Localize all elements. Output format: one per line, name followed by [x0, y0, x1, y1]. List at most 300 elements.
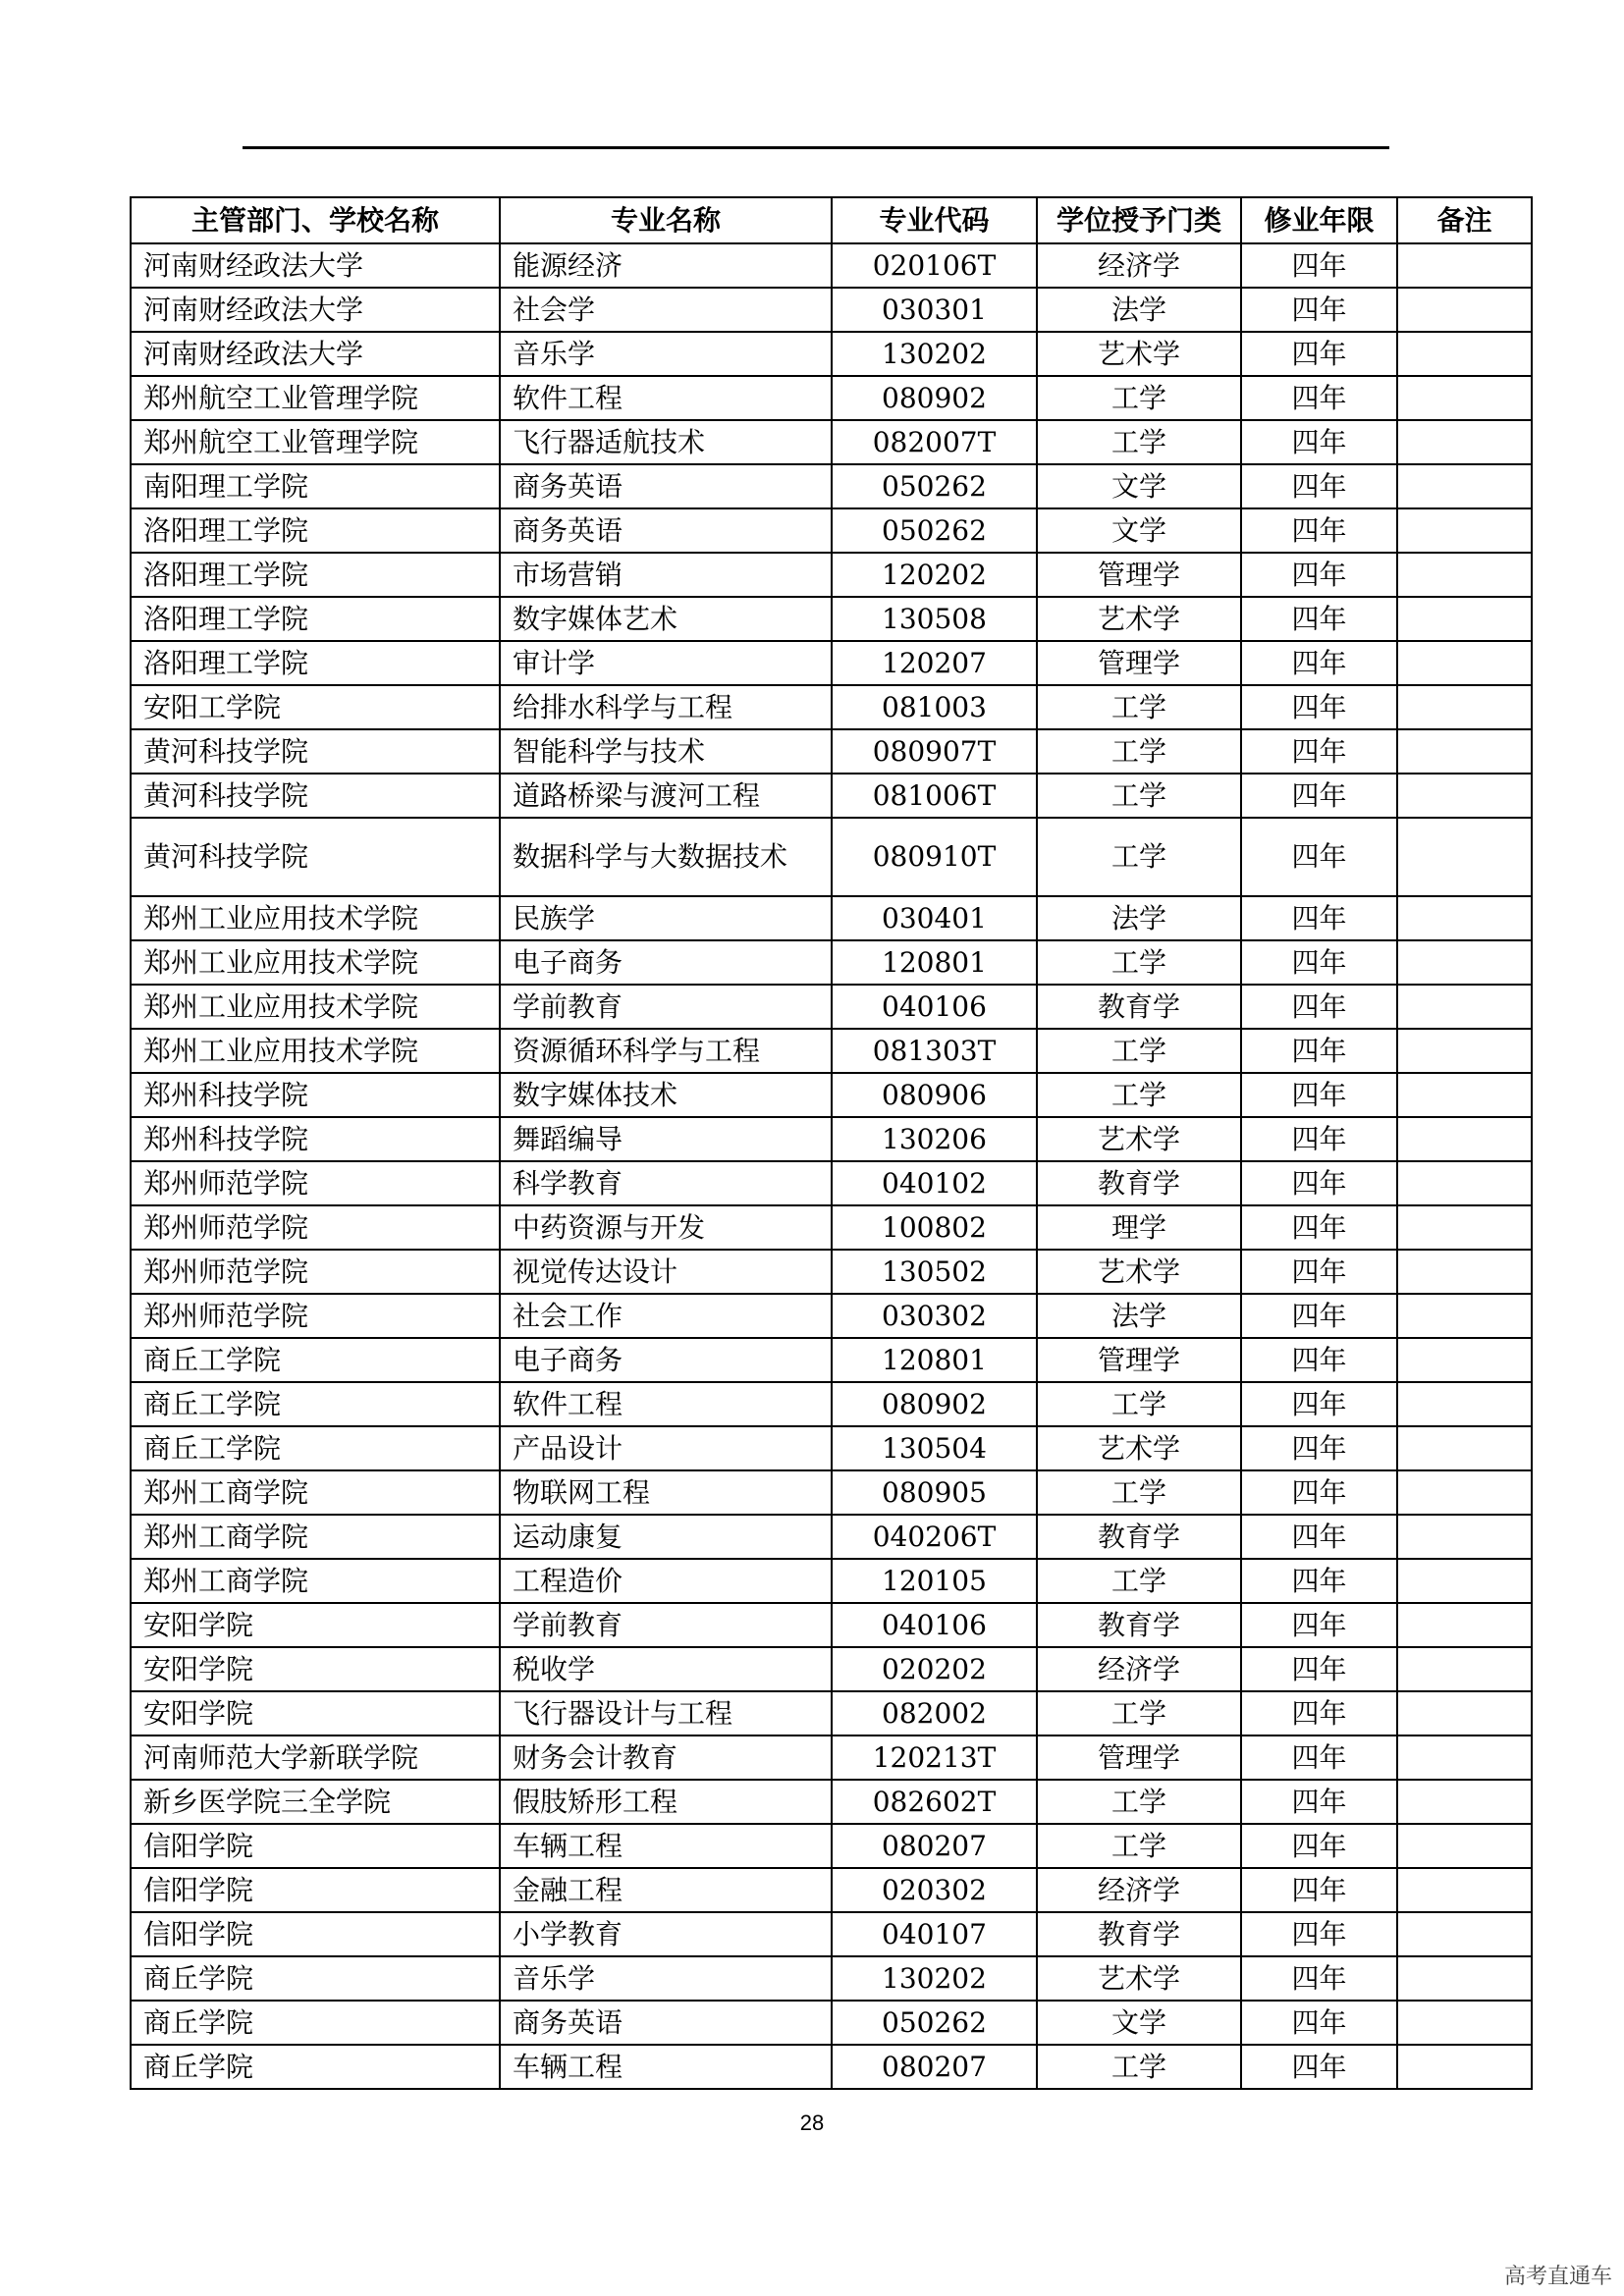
cell-code: 082007T — [832, 420, 1037, 464]
cell-category: 艺术学 — [1037, 1250, 1241, 1294]
cell-note — [1397, 553, 1532, 597]
cell-code: 130502 — [832, 1250, 1037, 1294]
cell-major: 数字媒体技术 — [500, 1073, 832, 1117]
table-row — [131, 420, 1532, 464]
table-row — [131, 508, 1532, 553]
table-row — [131, 1780, 1532, 1824]
cell-code: 080207 — [832, 1824, 1037, 1868]
cell-major: 科学教育 — [500, 1161, 832, 1205]
cell-years: 四年 — [1241, 1956, 1397, 2001]
cell-years: 四年 — [1241, 1338, 1397, 1382]
cell-school: 洛阳理工学院 — [131, 597, 500, 641]
cell-note — [1397, 1735, 1532, 1780]
cell-code: 100802 — [832, 1205, 1037, 1250]
cell-major: 资源循环科学与工程 — [500, 1029, 832, 1073]
cell-years: 四年 — [1241, 1647, 1397, 1691]
cell-note — [1397, 1780, 1532, 1824]
cell-code: 130202 — [832, 1956, 1037, 2001]
cell-code: 050262 — [832, 464, 1037, 508]
cell-category: 工学 — [1037, 1073, 1241, 1117]
cell-code: 040102 — [832, 1161, 1037, 1205]
cell-code: 120213T — [832, 1735, 1037, 1780]
cell-code: 082002 — [832, 1691, 1037, 1735]
cell-years: 四年 — [1241, 774, 1397, 818]
cell-category: 艺术学 — [1037, 1956, 1241, 2001]
page-number: 28 — [799, 2110, 825, 2135]
cell-code: 080902 — [832, 1382, 1037, 1426]
cell-category: 工学 — [1037, 1691, 1241, 1735]
cell-major: 财务会计教育 — [500, 1735, 832, 1780]
table-row — [131, 1294, 1532, 1338]
cell-category: 艺术学 — [1037, 332, 1241, 376]
cell-school: 郑州师范学院 — [131, 1250, 500, 1294]
cell-category: 教育学 — [1037, 985, 1241, 1029]
cell-school: 郑州师范学院 — [131, 1205, 500, 1250]
cell-years: 四年 — [1241, 1250, 1397, 1294]
cell-major: 软件工程 — [500, 1382, 832, 1426]
cell-school: 郑州航空工业管理学院 — [131, 376, 500, 420]
table-row — [131, 1603, 1532, 1647]
table-row — [131, 1073, 1532, 1117]
cell-major: 商务英语 — [500, 2001, 832, 2045]
cell-years: 四年 — [1241, 243, 1397, 288]
cell-note — [1397, 940, 1532, 985]
cell-school: 商丘学院 — [131, 2045, 500, 2089]
table-row — [131, 243, 1532, 288]
cell-note — [1397, 1691, 1532, 1735]
cell-category: 工学 — [1037, 818, 1241, 896]
cell-school: 郑州工商学院 — [131, 1559, 500, 1603]
cell-category: 工学 — [1037, 1780, 1241, 1824]
cell-category: 工学 — [1037, 1559, 1241, 1603]
cell-major: 视觉传达设计 — [500, 1250, 832, 1294]
table-row — [131, 1161, 1532, 1205]
cell-category: 工学 — [1037, 729, 1241, 774]
cell-major: 商务英语 — [500, 464, 832, 508]
cell-years: 四年 — [1241, 896, 1397, 940]
cell-years: 四年 — [1241, 685, 1397, 729]
cell-code: 080905 — [832, 1470, 1037, 1515]
table-row — [131, 1559, 1532, 1603]
cell-years: 四年 — [1241, 1205, 1397, 1250]
table-row — [131, 288, 1532, 332]
cell-category: 艺术学 — [1037, 597, 1241, 641]
cell-major: 税收学 — [500, 1647, 832, 1691]
cell-category: 工学 — [1037, 1470, 1241, 1515]
cell-years: 四年 — [1241, 641, 1397, 685]
cell-code: 020106T — [832, 243, 1037, 288]
cell-years: 四年 — [1241, 729, 1397, 774]
cell-category: 工学 — [1037, 940, 1241, 985]
cell-school: 安阳学院 — [131, 1603, 500, 1647]
header-school: 主管部门、学校名称 — [131, 197, 500, 243]
cell-code: 130202 — [832, 332, 1037, 376]
cell-note — [1397, 1912, 1532, 1956]
table-row — [131, 1824, 1532, 1868]
cell-school: 安阳学院 — [131, 1691, 500, 1735]
cell-code: 040206T — [832, 1515, 1037, 1559]
header-major: 专业名称 — [500, 197, 832, 243]
cell-years: 四年 — [1241, 1824, 1397, 1868]
cell-years: 四年 — [1241, 1029, 1397, 1073]
cell-years: 四年 — [1241, 1073, 1397, 1117]
cell-category: 工学 — [1037, 2045, 1241, 2089]
cell-years: 四年 — [1241, 1515, 1397, 1559]
cell-code: 040106 — [832, 1603, 1037, 1647]
table-row — [131, 1117, 1532, 1161]
table-row — [131, 597, 1532, 641]
table-header — [131, 197, 1532, 243]
cell-years: 四年 — [1241, 508, 1397, 553]
cell-years: 四年 — [1241, 818, 1397, 896]
cell-school: 郑州师范学院 — [131, 1294, 500, 1338]
cell-major: 审计学 — [500, 641, 832, 685]
table-row — [131, 1382, 1532, 1426]
cell-category: 教育学 — [1037, 1515, 1241, 1559]
cell-code: 080910T — [832, 818, 1037, 896]
cell-years: 四年 — [1241, 376, 1397, 420]
table-row — [131, 1470, 1532, 1515]
cell-major: 小学教育 — [500, 1912, 832, 1956]
cell-category: 工学 — [1037, 376, 1241, 420]
cell-category: 艺术学 — [1037, 1426, 1241, 1470]
cell-school: 信阳学院 — [131, 1868, 500, 1912]
cell-major: 中药资源与开发 — [500, 1205, 832, 1250]
cell-major: 数据科学与大数据技术 — [500, 818, 832, 896]
cell-school: 郑州工业应用技术学院 — [131, 1029, 500, 1073]
cell-note — [1397, 896, 1532, 940]
cell-major: 舞蹈编导 — [500, 1117, 832, 1161]
table-row — [131, 985, 1532, 1029]
cell-school: 郑州工业应用技术学院 — [131, 896, 500, 940]
cell-major: 学前教育 — [500, 985, 832, 1029]
cell-years: 四年 — [1241, 420, 1397, 464]
cell-note — [1397, 1956, 1532, 2001]
cell-code: 120202 — [832, 553, 1037, 597]
cell-school: 郑州师范学院 — [131, 1161, 500, 1205]
table-row — [131, 332, 1532, 376]
cell-major: 市场营销 — [500, 553, 832, 597]
cell-major: 数字媒体艺术 — [500, 597, 832, 641]
cell-note — [1397, 641, 1532, 685]
cell-major: 物联网工程 — [500, 1470, 832, 1515]
cell-major: 电子商务 — [500, 1338, 832, 1382]
cell-years: 四年 — [1241, 1735, 1397, 1780]
cell-code: 040106 — [832, 985, 1037, 1029]
cell-category: 法学 — [1037, 1294, 1241, 1338]
cell-school: 商丘工学院 — [131, 1426, 500, 1470]
cell-category: 工学 — [1037, 1029, 1241, 1073]
cell-note — [1397, 1073, 1532, 1117]
table-body — [131, 243, 1532, 2089]
table-row — [131, 376, 1532, 420]
cell-major: 音乐学 — [500, 1956, 832, 2001]
cell-school: 安阳工学院 — [131, 685, 500, 729]
cell-category: 工学 — [1037, 420, 1241, 464]
table-row — [131, 729, 1532, 774]
header-years: 修业年限 — [1241, 197, 1397, 243]
header-code: 专业代码 — [832, 197, 1037, 243]
cell-code: 081006T — [832, 774, 1037, 818]
cell-years: 四年 — [1241, 1559, 1397, 1603]
cell-category: 法学 — [1037, 288, 1241, 332]
cell-note — [1397, 685, 1532, 729]
cell-school: 信阳学院 — [131, 1912, 500, 1956]
cell-school: 南阳理工学院 — [131, 464, 500, 508]
table-row — [131, 896, 1532, 940]
cell-category: 管理学 — [1037, 1735, 1241, 1780]
cell-major: 车辆工程 — [500, 1824, 832, 1868]
cell-category: 经济学 — [1037, 1868, 1241, 1912]
cell-note — [1397, 376, 1532, 420]
table-row — [131, 1426, 1532, 1470]
majors-table — [130, 196, 1533, 2090]
cell-years: 四年 — [1241, 1382, 1397, 1426]
cell-code: 081303T — [832, 1029, 1037, 1073]
cell-major: 产品设计 — [500, 1426, 832, 1470]
cell-note — [1397, 1868, 1532, 1912]
cell-major: 飞行器设计与工程 — [500, 1691, 832, 1735]
cell-category: 教育学 — [1037, 1603, 1241, 1647]
cell-note — [1397, 1382, 1532, 1426]
cell-school: 商丘工学院 — [131, 1338, 500, 1382]
cell-code: 020202 — [832, 1647, 1037, 1691]
table-row — [131, 1515, 1532, 1559]
cell-major: 软件工程 — [500, 376, 832, 420]
cell-code: 120801 — [832, 1338, 1037, 1382]
table-row — [131, 1338, 1532, 1382]
cell-category: 法学 — [1037, 896, 1241, 940]
table-row — [131, 1956, 1532, 2001]
cell-school: 商丘工学院 — [131, 1382, 500, 1426]
cell-school: 信阳学院 — [131, 1824, 500, 1868]
cell-major: 智能科学与技术 — [500, 729, 832, 774]
cell-code: 130206 — [832, 1117, 1037, 1161]
cell-note — [1397, 818, 1532, 896]
cell-category: 教育学 — [1037, 1161, 1241, 1205]
cell-code: 040107 — [832, 1912, 1037, 1956]
cell-category: 经济学 — [1037, 243, 1241, 288]
cell-note — [1397, 1824, 1532, 1868]
cell-category: 文学 — [1037, 2001, 1241, 2045]
cell-code: 080906 — [832, 1073, 1037, 1117]
cell-code: 130504 — [832, 1426, 1037, 1470]
cell-note — [1397, 1338, 1532, 1382]
cell-category: 管理学 — [1037, 641, 1241, 685]
header-rule — [243, 146, 1389, 149]
cell-years: 四年 — [1241, 1603, 1397, 1647]
cell-school: 黄河科技学院 — [131, 729, 500, 774]
cell-note — [1397, 1029, 1532, 1073]
cell-code: 081003 — [832, 685, 1037, 729]
cell-school: 河南师范大学新联学院 — [131, 1735, 500, 1780]
cell-note — [1397, 1161, 1532, 1205]
cell-code: 120207 — [832, 641, 1037, 685]
cell-school: 郑州工商学院 — [131, 1515, 500, 1559]
table-row — [131, 774, 1532, 818]
cell-note — [1397, 1647, 1532, 1691]
table-row — [131, 553, 1532, 597]
cell-school: 新乡医学院三全学院 — [131, 1780, 500, 1824]
cell-code: 030301 — [832, 288, 1037, 332]
cell-note — [1397, 1470, 1532, 1515]
cell-note — [1397, 2045, 1532, 2089]
cell-note — [1397, 1426, 1532, 1470]
table-row — [131, 2045, 1532, 2089]
cell-years: 四年 — [1241, 464, 1397, 508]
cell-school: 洛阳理工学院 — [131, 553, 500, 597]
cell-years: 四年 — [1241, 1294, 1397, 1338]
cell-years: 四年 — [1241, 553, 1397, 597]
cell-code: 080902 — [832, 376, 1037, 420]
cell-school: 黄河科技学院 — [131, 818, 500, 896]
cell-years: 四年 — [1241, 332, 1397, 376]
cell-category: 教育学 — [1037, 1912, 1241, 1956]
cell-category: 工学 — [1037, 774, 1241, 818]
cell-category: 工学 — [1037, 1824, 1241, 1868]
cell-code: 030302 — [832, 1294, 1037, 1338]
cell-code: 030401 — [832, 896, 1037, 940]
cell-note — [1397, 332, 1532, 376]
cell-note — [1397, 2001, 1532, 2045]
cell-note — [1397, 1205, 1532, 1250]
cell-school: 商丘学院 — [131, 1956, 500, 2001]
header-note: 备注 — [1397, 197, 1532, 243]
cell-major: 电子商务 — [500, 940, 832, 985]
cell-school: 河南财经政法大学 — [131, 243, 500, 288]
table-row — [131, 1868, 1532, 1912]
cell-major: 社会工作 — [500, 1294, 832, 1338]
cell-code: 082602T — [832, 1780, 1037, 1824]
table-row — [131, 1912, 1532, 1956]
cell-major: 社会学 — [500, 288, 832, 332]
cell-category: 管理学 — [1037, 553, 1241, 597]
cell-years: 四年 — [1241, 985, 1397, 1029]
cell-code: 120801 — [832, 940, 1037, 985]
cell-major: 道路桥梁与渡河工程 — [500, 774, 832, 818]
cell-years: 四年 — [1241, 940, 1397, 985]
cell-note — [1397, 1559, 1532, 1603]
table-row — [131, 940, 1532, 985]
cell-note — [1397, 420, 1532, 464]
table-row — [131, 1647, 1532, 1691]
cell-note — [1397, 729, 1532, 774]
header-category: 学位授予门类 — [1037, 197, 1241, 243]
cell-note — [1397, 1294, 1532, 1338]
cell-years: 四年 — [1241, 1470, 1397, 1515]
header-row — [131, 197, 1532, 243]
cell-note — [1397, 508, 1532, 553]
cell-major: 能源经济 — [500, 243, 832, 288]
cell-school: 黄河科技学院 — [131, 774, 500, 818]
cell-code: 120105 — [832, 1559, 1037, 1603]
cell-category: 文学 — [1037, 508, 1241, 553]
cell-major: 学前教育 — [500, 1603, 832, 1647]
cell-code: 020302 — [832, 1868, 1037, 1912]
table-row — [131, 818, 1532, 896]
table-row — [131, 1029, 1532, 1073]
cell-years: 四年 — [1241, 288, 1397, 332]
cell-school: 商丘学院 — [131, 2001, 500, 2045]
table-row — [131, 1735, 1532, 1780]
cell-school: 郑州工业应用技术学院 — [131, 940, 500, 985]
cell-school: 洛阳理工学院 — [131, 641, 500, 685]
cell-years: 四年 — [1241, 2045, 1397, 2089]
cell-category: 理学 — [1037, 1205, 1241, 1250]
cell-note — [1397, 464, 1532, 508]
cell-category: 工学 — [1037, 1382, 1241, 1426]
table-row — [131, 1691, 1532, 1735]
cell-note — [1397, 985, 1532, 1029]
cell-years: 四年 — [1241, 1868, 1397, 1912]
watermark: 高考直通车 — [1503, 2265, 1612, 2289]
cell-major: 假肢矫形工程 — [500, 1780, 832, 1824]
cell-school: 郑州工商学院 — [131, 1470, 500, 1515]
cell-code: 050262 — [832, 508, 1037, 553]
table-row — [131, 641, 1532, 685]
cell-note — [1397, 243, 1532, 288]
cell-note — [1397, 1117, 1532, 1161]
cell-major: 工程造价 — [500, 1559, 832, 1603]
cell-category: 经济学 — [1037, 1647, 1241, 1691]
cell-years: 四年 — [1241, 1912, 1397, 1956]
cell-years: 四年 — [1241, 2001, 1397, 2045]
cell-note — [1397, 597, 1532, 641]
cell-note — [1397, 1603, 1532, 1647]
cell-years: 四年 — [1241, 597, 1397, 641]
cell-years: 四年 — [1241, 1161, 1397, 1205]
cell-code: 080207 — [832, 2045, 1037, 2089]
cell-note — [1397, 1515, 1532, 1559]
cell-category: 艺术学 — [1037, 1117, 1241, 1161]
cell-major: 音乐学 — [500, 332, 832, 376]
cell-code: 050262 — [832, 2001, 1037, 2045]
cell-school: 河南财经政法大学 — [131, 288, 500, 332]
table-row — [131, 464, 1532, 508]
cell-years: 四年 — [1241, 1780, 1397, 1824]
cell-major: 民族学 — [500, 896, 832, 940]
cell-years: 四年 — [1241, 1426, 1397, 1470]
cell-major: 金融工程 — [500, 1868, 832, 1912]
cell-category: 管理学 — [1037, 1338, 1241, 1382]
table-row — [131, 1205, 1532, 1250]
cell-code: 130508 — [832, 597, 1037, 641]
table-row — [131, 1250, 1532, 1294]
cell-years: 四年 — [1241, 1691, 1397, 1735]
table-row — [131, 685, 1532, 729]
cell-major: 商务英语 — [500, 508, 832, 553]
cell-major: 车辆工程 — [500, 2045, 832, 2089]
cell-note — [1397, 774, 1532, 818]
cell-note — [1397, 288, 1532, 332]
cell-years: 四年 — [1241, 1117, 1397, 1161]
cell-major: 运动康复 — [500, 1515, 832, 1559]
cell-code: 080907T — [832, 729, 1037, 774]
cell-category: 文学 — [1037, 464, 1241, 508]
cell-school: 洛阳理工学院 — [131, 508, 500, 553]
table-row — [131, 2001, 1532, 2045]
cell-category: 工学 — [1037, 685, 1241, 729]
cell-school: 郑州航空工业管理学院 — [131, 420, 500, 464]
cell-note — [1397, 1250, 1532, 1294]
cell-major: 给排水科学与工程 — [500, 685, 832, 729]
cell-major: 飞行器适航技术 — [500, 420, 832, 464]
cell-school: 郑州科技学院 — [131, 1073, 500, 1117]
cell-school: 郑州工业应用技术学院 — [131, 985, 500, 1029]
cell-school: 郑州科技学院 — [131, 1117, 500, 1161]
cell-school: 河南财经政法大学 — [131, 332, 500, 376]
cell-school: 安阳学院 — [131, 1647, 500, 1691]
